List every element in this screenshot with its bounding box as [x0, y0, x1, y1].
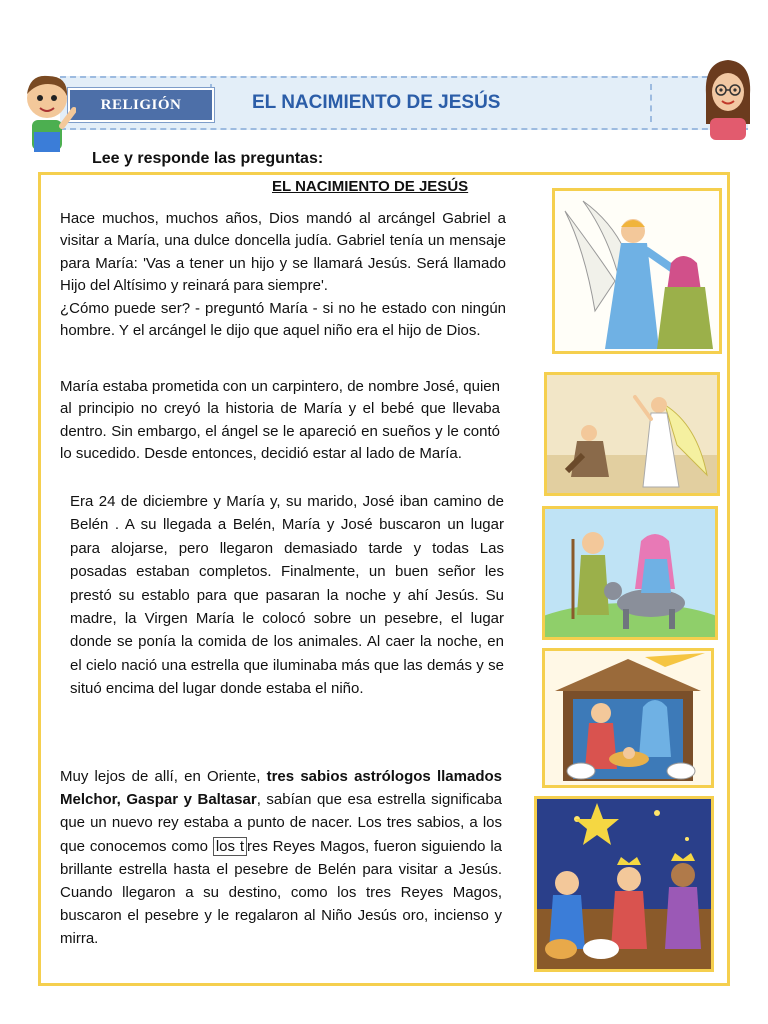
story-title: EL NACIMIENTO DE JESÚS [272, 178, 469, 195]
paragraph-annunciation [60, 208, 506, 342]
paragraph-reyes-magos [60, 765, 502, 951]
banner-divider [650, 84, 652, 122]
subject-badge [68, 88, 214, 122]
angel-mary-icon [555, 191, 719, 351]
paragraph-text: ¿Cómo puede ser? - preguntó María - si no he estado con ningún hombre. Y el arcángel le dijo que aquel niño era el hijo de Dios. [60, 299, 506, 340]
illustration-three-kings [534, 796, 714, 972]
cartoon-boy-icon [18, 70, 76, 154]
boxed-text: los t [213, 837, 247, 856]
instruction-text: Lee y responde las preguntas: [92, 150, 324, 167]
illustration-nativity [542, 648, 714, 788]
illustration-annunciation [552, 188, 722, 354]
illustration-journey [542, 506, 718, 640]
nativity-icon [545, 651, 711, 785]
paragraph-text: Hace muchos, muchos años, Dios mandó al arcángel Gabriel a visitar a María, una dulce doncella judía. Gabriel tenía un mensaje para María: 'Vas a tener un hijo y se llamará Jesús. Será llamado Hijo del Altísimo y reinará para siempre'. [60, 210, 506, 295]
paragraph-text: Muy lejos de allí, en Oriente, [60, 768, 267, 785]
illustration-jose-dream [544, 372, 720, 496]
paragraph-jose: María estaba prometida con un carpintero, de nombre José, quien al principio no creyó la historia de María y el bebé que llevaba dentro. Sin embargo, el ángel se le apareció en sueños y le contó lo sucedido. Desde entonces, decidió estar al lado de María. [60, 378, 500, 463]
paragraph-belen: Era 24 de diciembre y María y, su marido, José iban camino de Belén . A su llegada a Belén, María y José buscaron un lugar para alojarse, pero llegaron demasiado tarde y todas Las posadas estaban completos. Finalmente, un buen señor les prestó su establo para que pasaran la noche y ahí Jesús. Su madre, la Virgen María le colocó sobre un pesebre, el lugar donde se ponía la comida de los animales. Al caer la noche, en el cielo nació una estrella que iluminaba más que las demás y se situó encima del lugar donde estaba el niño. [70, 493, 504, 698]
bold-text: tres sabios astrólogos llamados Melchor, Gaspar y Baltasar [60, 768, 502, 809]
three-kings-icon [537, 799, 711, 969]
subject-label: RELIGIÓN [100, 96, 182, 113]
cartoon-teacher-icon [700, 54, 756, 140]
mary-donkey-icon [545, 509, 715, 637]
paragraph-text: , sabían que esa estrella significaba que un nuevo rey estaba a punto de nacer. Los tres sabios, a los que conocemos como [60, 791, 502, 855]
jose-angel-icon [547, 375, 717, 493]
paragraph-text: res Reyes Magos, fueron siguiendo la brillante estrella hasta el pesebre de Belén para visitar a Jesús. Cuando llegaron a su destino, como los tres Reyes Magos, buscaron el pesebre y le regalaron al Niño Jesús oro, incienso y mirra. [60, 837, 503, 948]
page-title: EL NACIMIENTO DE JESÚS [252, 92, 501, 113]
